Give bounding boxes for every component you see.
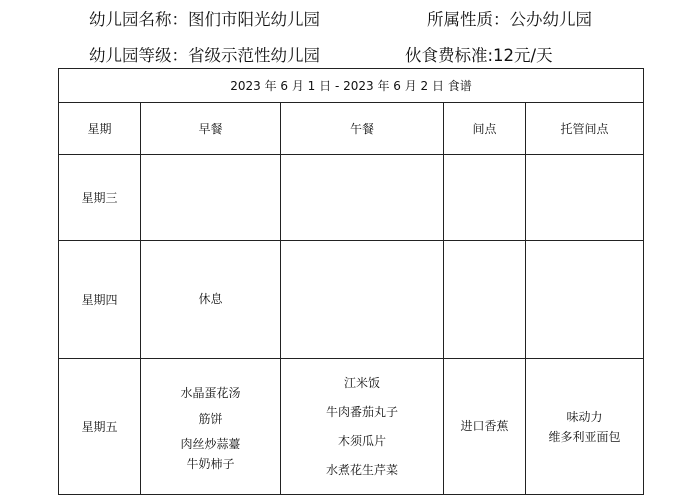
menu-item: 筋饼 bbox=[198, 412, 223, 426]
col-header-breakfast: 早餐 bbox=[141, 103, 281, 155]
menu-table bbox=[58, 68, 644, 495]
menu-item: 牛奶柿子 bbox=[186, 457, 235, 471]
snack-cell bbox=[444, 359, 526, 495]
breakfast-cell bbox=[141, 155, 281, 241]
menu-item: 进口香蕉 bbox=[460, 419, 509, 433]
table-row bbox=[59, 241, 644, 359]
menu-item: 水煮花生芹菜 bbox=[325, 462, 398, 477]
snack-cell bbox=[444, 241, 526, 359]
snack-cell bbox=[444, 155, 526, 241]
menu-item: 木须瓜片 bbox=[337, 433, 386, 448]
kindergarten-nature: 所属性质：公办幼儿园 bbox=[427, 10, 592, 29]
care-snack-cell bbox=[526, 155, 644, 241]
col-header-lunch: 午餐 bbox=[281, 103, 444, 155]
menu-item: 江米饭 bbox=[343, 375, 380, 390]
header-row bbox=[59, 103, 644, 155]
header-row-2 bbox=[0, 42, 700, 68]
day-cell: 星期五 bbox=[59, 359, 141, 495]
menu-item: 牛肉番茄丸子 bbox=[325, 404, 398, 419]
table-caption: 2023 年 6 月 1 日 - 2023 年 6 月 2 日 食谱 bbox=[59, 69, 644, 103]
lunch-cell bbox=[281, 359, 444, 495]
header-row-1 bbox=[0, 6, 700, 32]
kindergarten-name: 幼儿园名称：图们市阳光幼儿园 bbox=[89, 10, 320, 29]
menu-item: 水晶蛋花汤 bbox=[180, 386, 241, 400]
col-header-care-snack: 托管间点 bbox=[526, 103, 644, 155]
caption-row bbox=[59, 69, 644, 103]
col-header-snack: 间点 bbox=[444, 103, 526, 155]
menu-item: 维多利亚面包 bbox=[548, 429, 621, 444]
col-header-day: 星期 bbox=[59, 103, 141, 155]
day-cell: 星期四 bbox=[59, 241, 141, 359]
menu-item: 肉丝炒蒜薹 bbox=[180, 437, 241, 451]
care-snack-cell bbox=[526, 359, 644, 495]
breakfast-cell bbox=[141, 359, 281, 495]
table-row bbox=[59, 359, 644, 495]
breakfast-cell bbox=[141, 241, 281, 359]
menu-item: 休息 bbox=[198, 292, 223, 306]
day-cell: 星期三 bbox=[59, 155, 141, 241]
table-row bbox=[59, 155, 644, 241]
menu-item: 味动力 bbox=[566, 409, 603, 424]
fee-standard: 伙食费标准:12元/天 bbox=[405, 46, 553, 65]
care-snack-cell bbox=[526, 241, 644, 359]
kindergarten-level: 幼儿园等级：省级示范性幼儿园 bbox=[89, 46, 320, 65]
lunch-cell bbox=[281, 241, 444, 359]
lunch-cell bbox=[281, 155, 444, 241]
